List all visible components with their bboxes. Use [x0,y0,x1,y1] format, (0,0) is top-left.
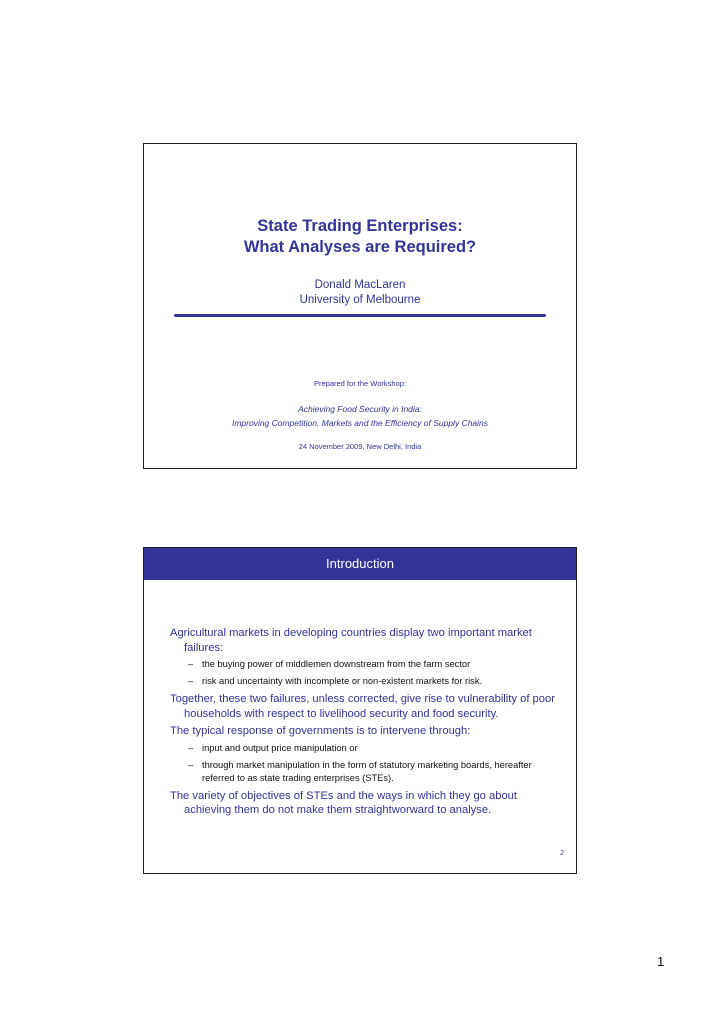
sub-bullet: – input and output price manipulation or [188,742,358,753]
title-line-1: State Trading Enterprises: [257,217,463,235]
slide-header: Introduction [144,548,576,580]
title-line-2: What Analyses are Required? [243,238,477,256]
sub-bullet-text: the buying power of middlemen downstream from the farm sector [202,659,471,669]
bullet-1: Agricultural markets in developing countries display two important market failures: [170,627,532,654]
workshop-name [144,402,576,430]
prepared-for-label: Prepared for the Workshop: [314,379,406,388]
bullet-4: The variety of objectives of STEs and the ways in which they go about achieving them do not make them straightworward to analyse. [170,789,517,816]
slide-title-heading [144,216,576,258]
title-divider [174,314,546,317]
sub-bullet: – risk and uncertainty with incomplete or non-existent markets for risk. [188,676,483,686]
workshop-line-2: Improving Competition, Markets and the Efficiency of Supply Chains [231,418,489,428]
slide-content [170,626,556,821]
author-affiliation: University of Melbourne [299,294,421,306]
slide-introduction [143,547,577,874]
sub-bullet-text: input and output price manipulation or [202,742,358,753]
author-name: Donald MacLaren [314,279,406,291]
sub-bullet: – through market manipulation in the form of statutory marketing boards, hereafter referred to as state trading enterprises (STEs). [188,759,532,783]
workshop-line-1: Achieving Food Security in India: [298,404,422,414]
bullet-3: The typical response of governments is to intervene through: [170,725,471,737]
page-number: 1 [657,954,665,969]
sub-bullet-text: through market manipulation in the form of statutory marketing boards, hereafter referred to as state trading enterprises (STEs). [202,759,532,783]
author-block [144,278,576,308]
sub-bullet-text: risk and uncertainty with incomplete or non-existent markets for risk. [202,676,483,686]
sub-bullet: – the buying power of middlemen downstream from the farm sector [188,659,471,669]
slide-title [143,143,577,469]
bullet-2: Together, these two failures, unless corrected, give rise to vulnerability of poor households with respect to livelihood security and food security. [170,693,555,720]
workshop-date: 24 November 2009, New Delhi, India [298,442,422,451]
slide-number: 2 [560,850,564,857]
